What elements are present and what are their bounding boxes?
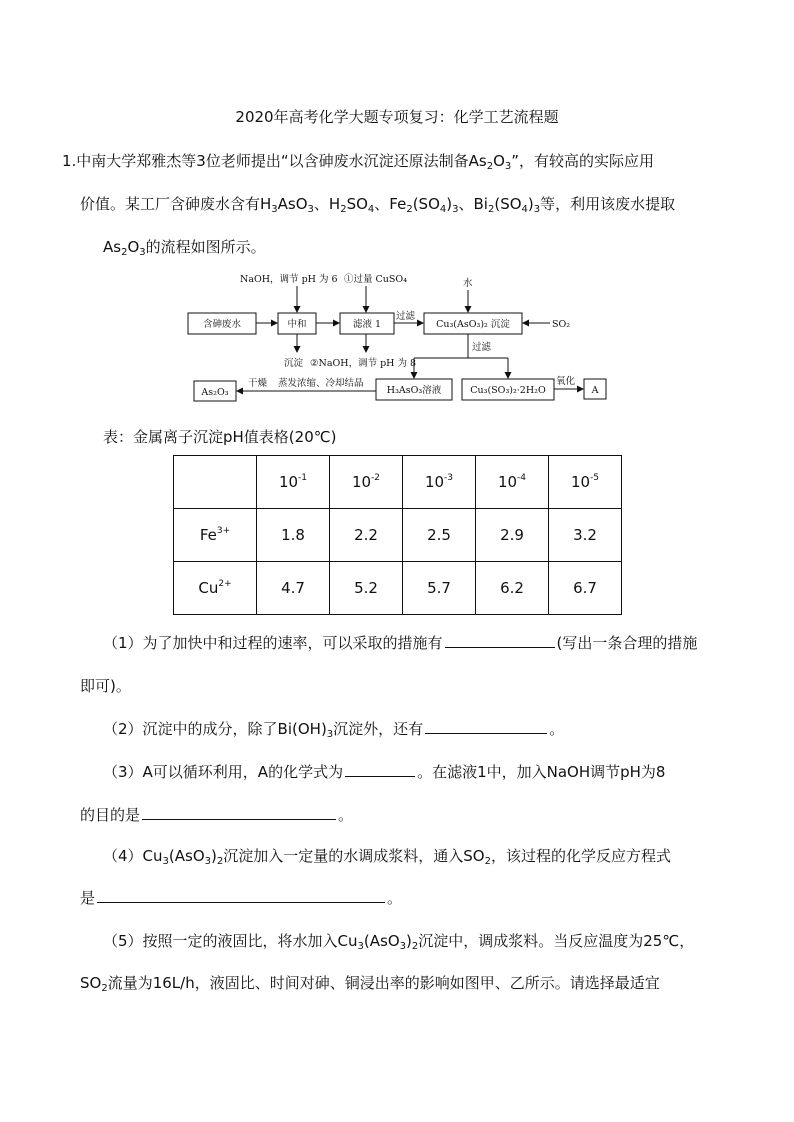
table-header-cell: $10^{-3}$: [403, 456, 476, 509]
table-header-cell: $10^{-1}$: [257, 456, 330, 509]
table-cell: 5.2: [330, 562, 403, 615]
table-cell: 1.8: [257, 509, 330, 562]
table-cell: 5.7: [403, 562, 476, 615]
table-row: [174, 509, 622, 562]
flow-label-filtrate: 滤液 1: [352, 319, 382, 330]
table-row: [174, 562, 622, 615]
table-cell: 6.2: [476, 562, 549, 615]
answer-blank[interactable]: [142, 805, 336, 820]
table-cell: 2.5: [403, 509, 476, 562]
table-header-row: [174, 456, 622, 509]
table-cell: 3.2: [549, 509, 622, 562]
answer-blank[interactable]: [425, 719, 547, 734]
flow-label-h3aso3: H₃AsO₃溶液: [386, 385, 442, 396]
answer-blank[interactable]: [97, 888, 385, 903]
table-cell: 6.7: [549, 562, 622, 615]
table-corner-cell: [174, 456, 257, 509]
flow-label-naoh-ph6: NaOH，调节 pH 为 6: [240, 274, 338, 285]
flow-label-neutral: 中和: [287, 319, 307, 330]
question-1-line-1: [62, 150, 654, 171]
question-1-3-line-1: （3）A可以循环利用，A的化学式为 。在滤液1中，加入NaOH调节pH为8: [103, 763, 666, 781]
intro-text: O: [493, 152, 505, 170]
subscript: 2: [486, 161, 494, 172]
page-title: 2020年高考化学大题专项复习：化学工艺流程题: [235, 108, 559, 126]
question-1-line-2: 价值。某工厂含砷废水含有$H_3AsO_3$、$H_2SO_4$、$Fe_2(SO_4)_3$、$Bi_2(SO_4)_3$等，利用该废水提取: [80, 195, 676, 215]
table-cell: 2.9: [476, 509, 549, 562]
intro-text: ”，有较高的实际应用: [511, 152, 655, 170]
table-ion-cell: $Cu^{2+}$: [174, 562, 257, 615]
flow-label-cu-sulfite: Cu₃(SO₃)₂·2H₂O: [470, 385, 546, 396]
flow-label-filter-2: 过滤: [472, 342, 492, 353]
answer-blank[interactable]: [345, 762, 415, 777]
flow-label-oxidize: 氧化: [556, 376, 576, 387]
question-1-5-line-2: $SO_2$流量为16L/h，液固比、时间对砷、铜浸出率的影响如图甲、乙所示。请选择最适宜: [80, 974, 660, 994]
table-header-cell: $10^{-2}$: [330, 456, 403, 509]
intro-text: 1.中南大学郑雅杰等3位老师提出“以含砷废水沉淀还原法制备As: [62, 152, 487, 170]
process-flow-diagram: [180, 268, 620, 408]
table-caption: 表：金属离子沉淀pH值表格(20℃): [103, 428, 337, 446]
table-header-cell: $10^{-4}$: [476, 456, 549, 509]
question-1-line-3: $As_2O_3$的流程如图所示。: [103, 238, 266, 258]
flow-label-filter-1: 过滤: [396, 311, 416, 322]
flow-label-dry: 干燥: [248, 378, 268, 389]
table-cell: 2.2: [330, 509, 403, 562]
answer-blank[interactable]: [445, 633, 555, 648]
ph-table: [173, 455, 622, 615]
question-1-4-line-1: $(4)Cu_3(AsO_3)_2$沉淀加入一定量的水调成浆料，通入$SO_2$，该过程的化学反应方程式: [103, 847, 671, 867]
flow-label-cuso4: ①过量 CuSO₄: [344, 274, 408, 285]
flow-label-as2o3: As₂O₃: [201, 387, 229, 398]
table-header-cell: $10^{-5}$: [549, 456, 622, 509]
flow-label-evaporate: 蒸发浓缩、冷却结晶: [278, 378, 364, 389]
question-1-1-line-2: 即可)。: [80, 677, 131, 695]
flow-label-cu-arsenite: Cu₃(AsO₃)₂ 沉淀: [436, 319, 510, 330]
flow-label-so2: SO₂: [552, 319, 571, 330]
flow-label-waste: 含砷废水: [202, 319, 242, 330]
flow-label-naoh-ph8: ②NaOH，调节 pH 为 8: [310, 358, 417, 369]
flow-label-precipitate: 沉淀: [284, 358, 304, 369]
flow-label-a: A: [591, 385, 599, 396]
question-1-4-line-2: 是 。: [80, 889, 403, 907]
question-1-1-line-1: （1）为了加快中和过程的速率，可以采取的措施有 (写出一条合理的措施: [103, 634, 698, 652]
flow-label-water: 水: [463, 278, 473, 289]
table-ion-cell: $Fe^{3+}$: [174, 509, 257, 562]
subscript: 3: [504, 161, 512, 172]
question-1-5-line-1: （5）按照一定的液固比，将水加入$Cu_3(AsO_3)_2$沉淀中，调成浆料。当反应温度为25℃，: [103, 932, 695, 952]
question-1-3-line-2: 的目的是 。: [80, 806, 354, 824]
table-cell: 4.7: [257, 562, 330, 615]
question-1-2: （2）沉淀中的成分，除了$Bi(OH)_3$沉淀外，还有 。: [103, 720, 565, 740]
